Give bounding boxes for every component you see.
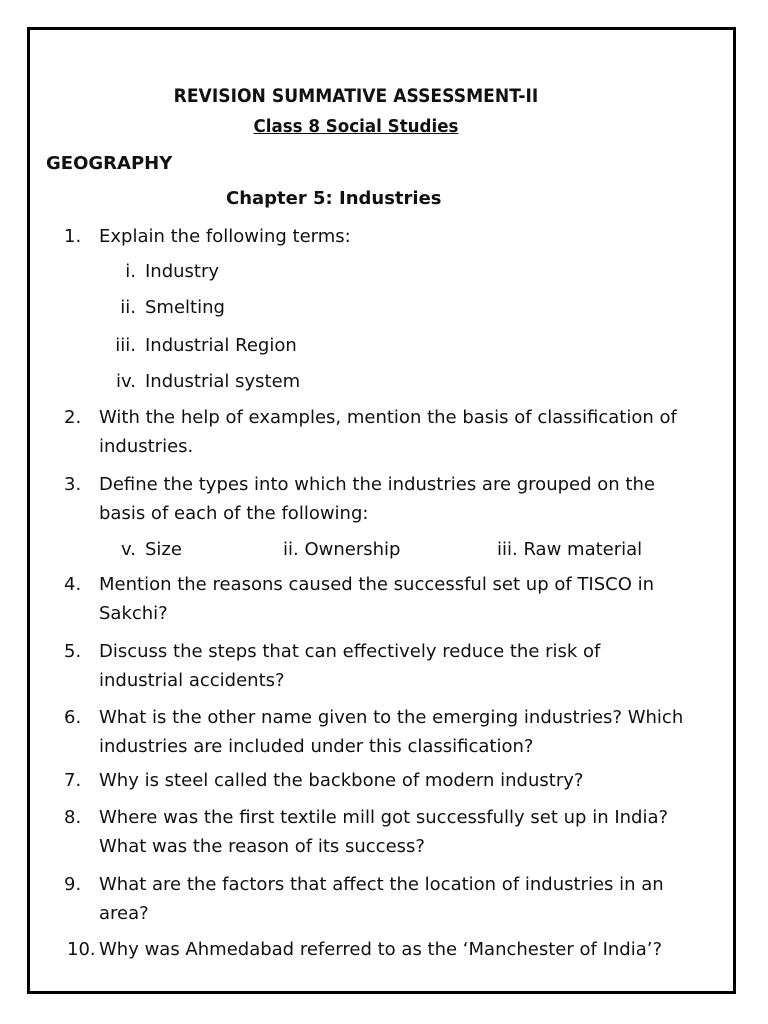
- chapter-heading: Chapter 5: Industries: [226, 188, 442, 209]
- question-number: 7.: [64, 770, 82, 791]
- question-text: What is the other name given to the emerging industries? Which: [99, 707, 684, 728]
- term-number: iv.: [116, 371, 136, 392]
- question-text: Discuss the steps that can effectively reduce the risk of: [99, 641, 601, 662]
- document-title: REVISION SUMMATIVE ASSESSMENT-II: [173, 86, 539, 107]
- question-text: industrial accidents?: [99, 670, 285, 691]
- question-text: Explain the following terms:: [99, 226, 351, 247]
- term-text: Industrial system: [145, 371, 301, 392]
- basis-text: Size: [145, 539, 182, 560]
- basis-text: iii. Raw material: [497, 539, 643, 560]
- question-text: Why is steel called the backbone of modern industry?: [99, 770, 584, 791]
- question-text: Mention the reasons caused the successful set up of TISCO in: [99, 574, 655, 595]
- question-number: 1.: [64, 226, 82, 247]
- question-number: 6.: [64, 707, 82, 728]
- term-number: ii.: [120, 297, 136, 318]
- question-number: 10.: [67, 939, 96, 960]
- term-number: iii.: [115, 335, 136, 356]
- term-text: Smelting: [145, 297, 225, 318]
- term-number: i.: [125, 261, 136, 282]
- question-text: area?: [99, 903, 149, 924]
- question-text: Sakchi?: [99, 603, 168, 624]
- question-text: industries are included under this classification?: [99, 736, 534, 757]
- question-number: 4.: [64, 574, 82, 595]
- question-text: basis of each of the following:: [99, 503, 369, 524]
- question-text: With the help of examples, mention the basis of classification of: [99, 407, 677, 428]
- question-number: 9.: [64, 874, 82, 895]
- question-text: What was the reason of its success?: [99, 836, 425, 857]
- term-text: Industry: [145, 261, 220, 282]
- question-text: Where was the first textile mill got successfully set up in India?: [99, 807, 669, 828]
- basis-number: v.: [121, 539, 136, 560]
- question-text: What are the factors that affect the location of industries in an: [99, 874, 664, 895]
- section-heading: GEOGRAPHY: [46, 153, 173, 174]
- question-text: Why was Ahmedabad referred to as the ‘Manchester of India’?: [99, 939, 663, 960]
- question-text: Define the types into which the industries are grouped on the: [99, 474, 655, 495]
- document-subtitle: Class 8 Social Studies: [253, 116, 459, 137]
- basis-text: ii. Ownership: [283, 539, 401, 560]
- question-number: 5.: [64, 641, 82, 662]
- question-number: 8.: [64, 807, 82, 828]
- question-text: industries.: [99, 436, 194, 457]
- question-number: 2.: [64, 407, 82, 428]
- question-number: 3.: [64, 474, 82, 495]
- term-text: Industrial Region: [145, 335, 297, 356]
